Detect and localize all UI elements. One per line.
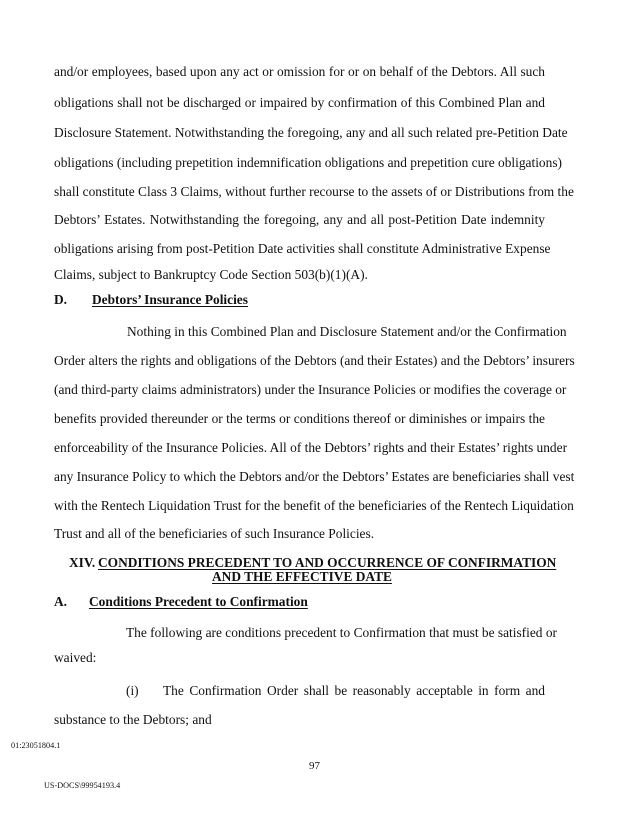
- section-d-label: D.: [54, 292, 68, 307]
- text-line: obligations shall not be discharged or impaired by confirmation of this Combined Plan and: [54, 95, 545, 110]
- article-title-line1: CONDITIONS PRECEDENT TO AND OCCURRENCE OF CONFIRMATION: [98, 555, 557, 570]
- item-i-text: The Confirmation Order shall be reasonably acceptable in form and: [163, 683, 545, 698]
- section-a-intro: The following are conditions precedent to Confirmation that must be satisfied or: [126, 625, 557, 640]
- item-i-text-cont: substance to the Debtors; and: [54, 712, 212, 727]
- item-i-label: (i): [126, 683, 139, 698]
- text-line: any Insurance Policy to which the Debtors and/or the Debtors’ Estates are beneficiaries shall vest: [54, 469, 575, 484]
- text-line: Nothing in this Combined Plan and Disclosure Statement and/or the Confirmation: [127, 324, 567, 339]
- text-line: benefits provided thereunder or the terms or conditions thereof or diminishes or impairs the: [54, 411, 545, 426]
- article-title-line2: AND THE EFFECTIVE DATE: [212, 569, 392, 584]
- footer-us-docs-id: US-DOCS\99954193.4: [44, 781, 121, 790]
- text-line: Trust and all of the beneficiaries of such Insurance Policies.: [54, 526, 375, 541]
- text-line: (and third-party claims administrators) under the Insurance Policies or modifies the coverage or: [54, 382, 567, 397]
- section-a-intro-cont: waived:: [54, 650, 97, 665]
- section-a-label: A.: [54, 594, 68, 609]
- text-line: Claims, subject to Bankruptcy Code Section 503(b)(1)(A).: [54, 267, 368, 282]
- footer-doc-id: 01:23051804.1: [11, 741, 61, 750]
- text-line: shall constitute Class 3 Claims, without further recourse to the assets of or Distributions from the: [54, 184, 574, 199]
- text-line: obligations arising from post-Petition Date activities shall constitute Administrative Expense: [54, 241, 551, 256]
- page-number: 97: [309, 760, 320, 772]
- section-d-title: Debtors’ Insurance Policies: [92, 292, 248, 307]
- text-line: Disclosure Statement. Notwithstanding the foregoing, any and all such related pre-Petition Date: [54, 125, 568, 140]
- text-line: with the Rentech Liquidation Trust for the benefit of the beneficiaries of the Rentech Liquidation: [54, 498, 574, 513]
- text-line: obligations (including prepetition indemnification obligations and prepetition cure obligations): [54, 155, 562, 170]
- section-a-title: Conditions Precedent to Confirmation: [89, 594, 308, 609]
- text-line: enforceability of the Insurance Policies. All of the Debtors’ rights and their Estates’ rights under: [54, 440, 568, 455]
- text-line: Debtors’ Estates. Notwithstanding the foregoing, any and all post-Petition Date indemnity: [54, 212, 545, 227]
- text-line: Order alters the rights and obligations of the Debtors (and their Estates) and the Debtors’ insurers: [54, 353, 575, 368]
- article-number: XIV.: [69, 555, 96, 570]
- text-line: and/or employees, based upon any act or omission for or on behalf of the Debtors. All such: [54, 64, 545, 79]
